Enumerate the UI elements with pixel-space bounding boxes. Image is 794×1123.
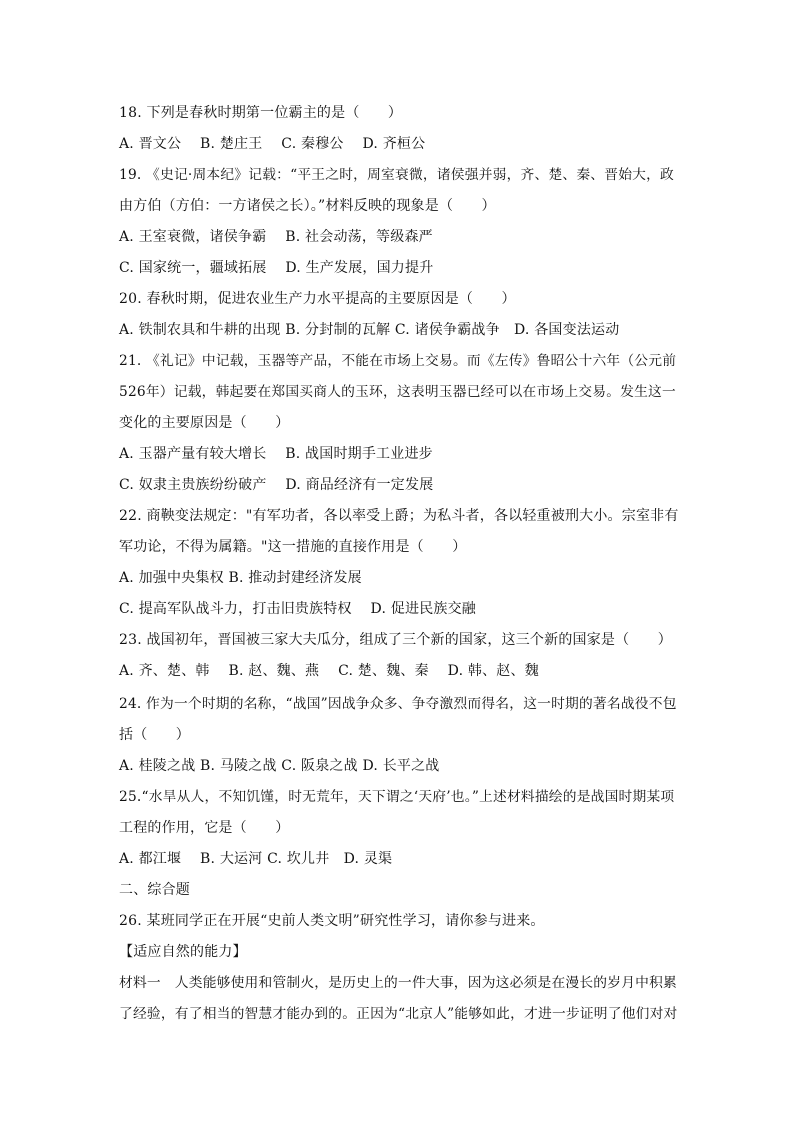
question-21-options-cd: C. 奴隶主贵族纷纷破产 D. 商品经济有一定发展 (119, 477, 434, 493)
question-22: 22. 商鞅变法规定："有军功者，各以率受上爵；为私斗者，各以轻重被刑大小。宗室非有 (119, 508, 679, 524)
question-25-options: A. 都江堰 B. 大运河 C. 坎儿井 D. 灵渠 (119, 851, 393, 867)
question-19-options-ab: A. 王室衰微，诸侯争霸 B. 社会动荡，等级森严 (119, 229, 433, 245)
question-20: 20. 春秋时期，促进农业生产力水平提高的主要原因是（ ） (119, 291, 516, 307)
question-23: 23. 战国初年，晋国被三家大夫瓜分，组成了三个新的国家，这三个新的国家是（ ） (119, 632, 672, 648)
question-22-options-ab: A. 加强中央集权 B. 推动封建经济发展 (119, 570, 362, 586)
question-24-cont: 括（ ） (119, 727, 190, 743)
question-21-cont: 526年）记载，韩起要在郑国买商人的玉环，这表明玉器已经可以在市场上交易。发生这一 (119, 384, 676, 400)
question-18-options: A. 晋文公 B. 楚庄王 C. 秦穆公 D. 齐桓公 (119, 136, 426, 152)
question-25: 25.“水旱从人，不知饥馑，时无荒年，天下谓之‘天府’也。”上述材料描绘的是战国时期某项 (119, 789, 675, 805)
question-19-options-cd: C. 国家统一，疆域拓展 D. 生产发展，国力提升 (119, 260, 434, 276)
question-21-cont2: 变化的主要原因是（ ） (119, 415, 290, 431)
question-21-options-ab: A. 玉器产量有较大增长 B. 战国时期手工业进步 (119, 446, 433, 462)
material-1: 材料一 人类能够使用和管制火，是历史上的一件大事，因为这必须是在漫长的岁月中积累 (119, 975, 678, 991)
question-18: 18. 下列是春秋时期第一位霸主的是（ ） (119, 105, 403, 121)
section-heading: 二、综合题 (119, 882, 190, 898)
subsection-heading: 【适应自然的能力】 (119, 944, 247, 960)
question-22-options-cd: C. 提高军队战斗力，打击旧贵族特权 D. 促进民族交融 (119, 601, 476, 617)
question-21: 21. 《礼记》中记载，玉器等产品，不能在市场上交易。而《左传》鲁昭公十六年（公元前 (119, 353, 677, 369)
question-25-cont: 工程的作用，它是（ ） (119, 820, 290, 836)
question-24: 24. 作为一个时期的名称，“战国”因战争众多、争夺激烈而得名，这一时期的著名战役不包 (119, 696, 677, 712)
question-23-options: A. 齐、楚、韩 B. 赵、魏、燕 C. 楚、魏、秦 D. 韩、赵、魏 (119, 663, 539, 679)
question-26: 26. 某班同学正在开展“史前人类文明”研究性学习，请你参与进来。 (119, 913, 545, 929)
question-20-options: A. 铁制农具和牛耕的出现 B. 分封制的瓦解 C. 诸侯争霸战争 D. 各国变法运动 (119, 322, 620, 338)
material-1-cont: 了经验，有了相当的智慧才能办到的。正因为“北京人”能够如此，才进一步证明了他们对对 (119, 1006, 678, 1022)
question-24-options: A. 桂陵之战 B. 马陵之战 C. 阪泉之战 D. 长平之战 (119, 758, 440, 774)
question-19: 19. 《史记·周本纪》记载：“平王之时，周室衰微，诸侯强并弱，齐、楚、秦、晋始大，政 (119, 167, 674, 183)
question-19-cont: 由方伯（方伯：一方诸侯之长）。”材料反映的现象是（ ） (119, 198, 496, 214)
question-22-cont: 军功论，不得为属籍。"这一措施的直接作用是（ ） (119, 539, 467, 555)
